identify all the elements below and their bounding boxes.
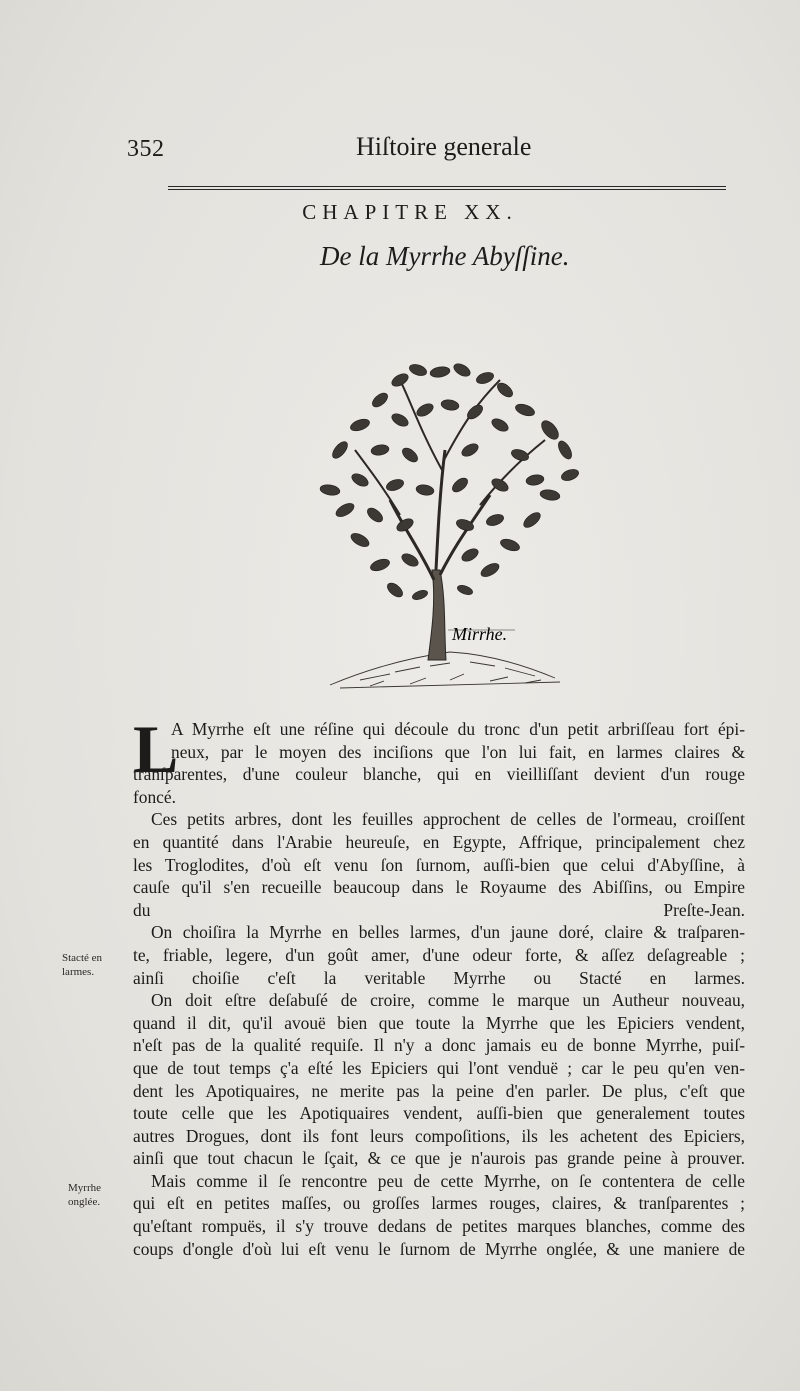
text-line: en quantité dans l'Arabie heureuſe, en Egypte, Affrique, principalement chez [133,831,745,852]
paragraph [133,989,745,1170]
text-line: toute celle que les Apotiquaires vendent, auſſi-bien que generalement toutes [133,1103,745,1124]
text-line: ainſi que tout chacun le ſçait, & ce que je n'aurois pas grande peine à prouver. [133,1148,745,1169]
margin-note-line: larmes. [62,966,95,978]
tree-foliage [319,361,580,601]
body-text [133,711,745,1260]
text-line: A Myrrhe eſt une réſine qui découle du tronc d'un petit arbriſſeau fort épi- [171,719,745,739]
text-line: Mais comme il ſe rencontre peu de cette Myrrhe, on ſe contentera de celle [151,1170,745,1191]
margin-note-line: onglée. [68,1196,101,1208]
header-rule [168,186,726,190]
text-line: ainſi choiſie c'eſt la veritable Myrrhe ou Stacté en larmes. [133,967,745,988]
text-line: neux, par le moyen des inciſions que l'on lui fait, en larmes claires & [171,741,745,762]
tree-trunk [355,380,545,660]
text-line: quand il dit, qu'il avouë bien que toute la Myrrhe que les Epiciers vendent, [133,1012,745,1033]
text-line: cauſe qu'il s'en recueille beaucoup dans le Royaume des Abiſſins, ou Empire [133,877,745,898]
text-line: On doit eſtre deſabuſé de croire, comme le marque un Autheur nouveau, [151,990,745,1011]
figure-label: Mirrhe. [452,624,508,644]
paragraph [133,921,745,989]
text-line: autres Drogues, dont ils font leurs compoſitions, ils les achetent des Epiciers, [133,1125,745,1146]
paragraph [133,808,745,921]
text-line: qu'eſtant rompuës, il s'y trouve dedans de petites marques blanches, comme des [133,1216,745,1237]
drop-cap: L [133,711,179,787]
running-title: Hiſtoire generale [356,132,532,161]
text-line: les Troglodites, d'où eſt venu ſon ſurnom, auſſi-bien que celui d'Abyſſine, à [133,854,745,875]
text-line: coups d'ongle d'où lui eſt venu le ſurnom de Myrrhe onglée, & une maniere de [133,1238,745,1259]
chapter-subtitle: De la Myrrhe Abyſſine. [320,241,570,271]
margin-note [62,951,102,979]
text-line: tranſparentes, d'une couleur blanche, qui en vieilliſſant devient d'un rouge [133,764,745,785]
text-line: On choiſira la Myrrhe en belles larmes, d'un jaune doré, claire & traſparen- [151,922,745,943]
text-line: dent les Apotiquaires, ne merite pas la peine d'en parler. De plus, c'eſt que [133,1080,745,1101]
margin-note [68,1181,101,1209]
margin-note-line: Myrrhe [68,1182,101,1194]
text-line: te, friable, legere, d'un goût amer, d'une odeur forte, & aſſez deſagreable ; [133,944,745,965]
text-line: Ces petits arbres, dont les feuilles approchent de celles de l'ormeau, croiſſent [151,809,745,830]
running-head [0,128,800,168]
myrrh-tree-illustration [300,300,600,710]
paragraph [133,711,745,808]
margin-note-line: Stacté en [62,952,103,964]
text-line: que de tout temps ç'a eſté les Epiciers qui l'ont venduë ; car le peu qu'en ven- [133,1057,745,1078]
chapter-heading: CHAPITRE XX. [302,200,518,224]
text-line: foncé. [133,786,176,807]
text-line: n'eſt pas de la qualité requiſe. Il n'y a donc jamais eu de bonne Myrrhe, puiſ- [133,1035,745,1056]
text-line: qui eſt en petites maſſes, ou groſſes larmes rouges, claires, & tranſparentes ; [133,1193,745,1214]
paragraph [133,1170,745,1260]
text-line: du Preſte-Jean. [133,899,745,920]
page-number: 352 [127,136,165,162]
